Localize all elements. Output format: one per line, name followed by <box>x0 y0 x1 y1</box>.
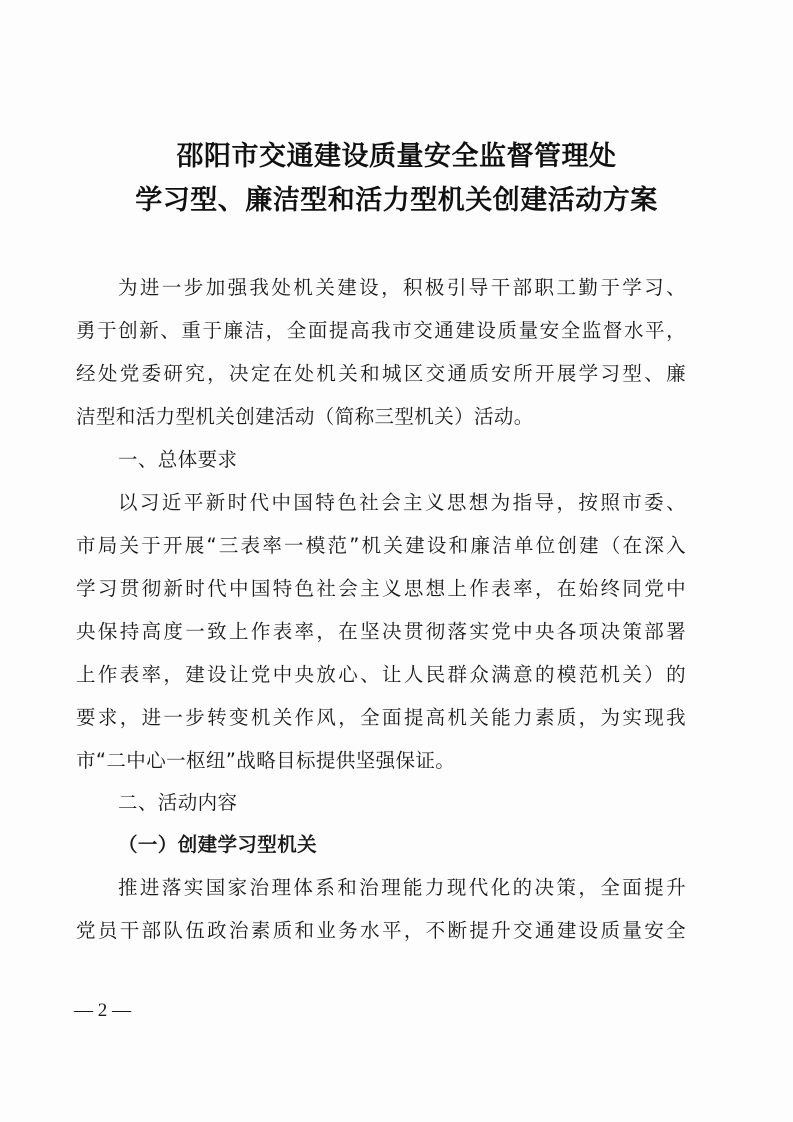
section-1-heading: 一、总体要求 <box>118 448 238 471</box>
subsection-1-heading: （一）创建学习型机关 <box>118 833 318 856</box>
subsection-1-line: 党员干部队伍政治素质和业务水平，不断提升交通建设质量安全 <box>76 919 686 942</box>
intro-line: 洁型和活力型机关创建活动（简称三型机关）活动。 <box>76 405 534 428</box>
section-1-line: 市“二中心一枢纽”战略目标提供坚强保证。 <box>76 749 456 772</box>
section-2-heading: 二、活动内容 <box>118 791 238 814</box>
document-title-line-2: 学习型、廉洁型和活力型机关创建活动方案 <box>135 185 658 216</box>
section-1-line: 央保持高度一致上作表率，在坚决贯彻落实党中央各项决策部署 <box>76 620 686 643</box>
subsection-1-line: 推进落实国家治理体系和治理能力现代化的决策，全面提升 <box>118 876 686 899</box>
intro-line: 勇于创新、重于廉洁，全面提高我市交通建设质量安全监督水平， <box>76 319 686 342</box>
section-1-line: 市局关于开展“三表率一模范”机关建设和廉洁单位创建（在深入 <box>76 534 686 557</box>
section-1-line: 上作表率，建设让党中央放心、让人民群众满意的模范机关）的 <box>76 663 686 686</box>
section-1-line: 以习近平新时代中国特色社会主义思想为指导，按照市委、 <box>118 491 686 514</box>
intro-line: 经处党委研究，决定在处机关和城区交通质安所开展学习型、廉 <box>76 362 686 385</box>
page-number: — 2 — <box>74 1000 131 1021</box>
section-1-line: 要求，进一步转变机关作风，全面提高机关能力素质，为实现我 <box>76 706 686 729</box>
section-1-line: 学习贯彻新时代中国特色社会主义思想上作表率，在始终同党中 <box>76 577 686 600</box>
intro-line: 为进一步加强我处机关建设，积极引导干部职工勤于学习、 <box>118 276 686 299</box>
document-title-line-1: 邵阳市交通建设质量安全监督管理处 <box>176 141 617 172</box>
